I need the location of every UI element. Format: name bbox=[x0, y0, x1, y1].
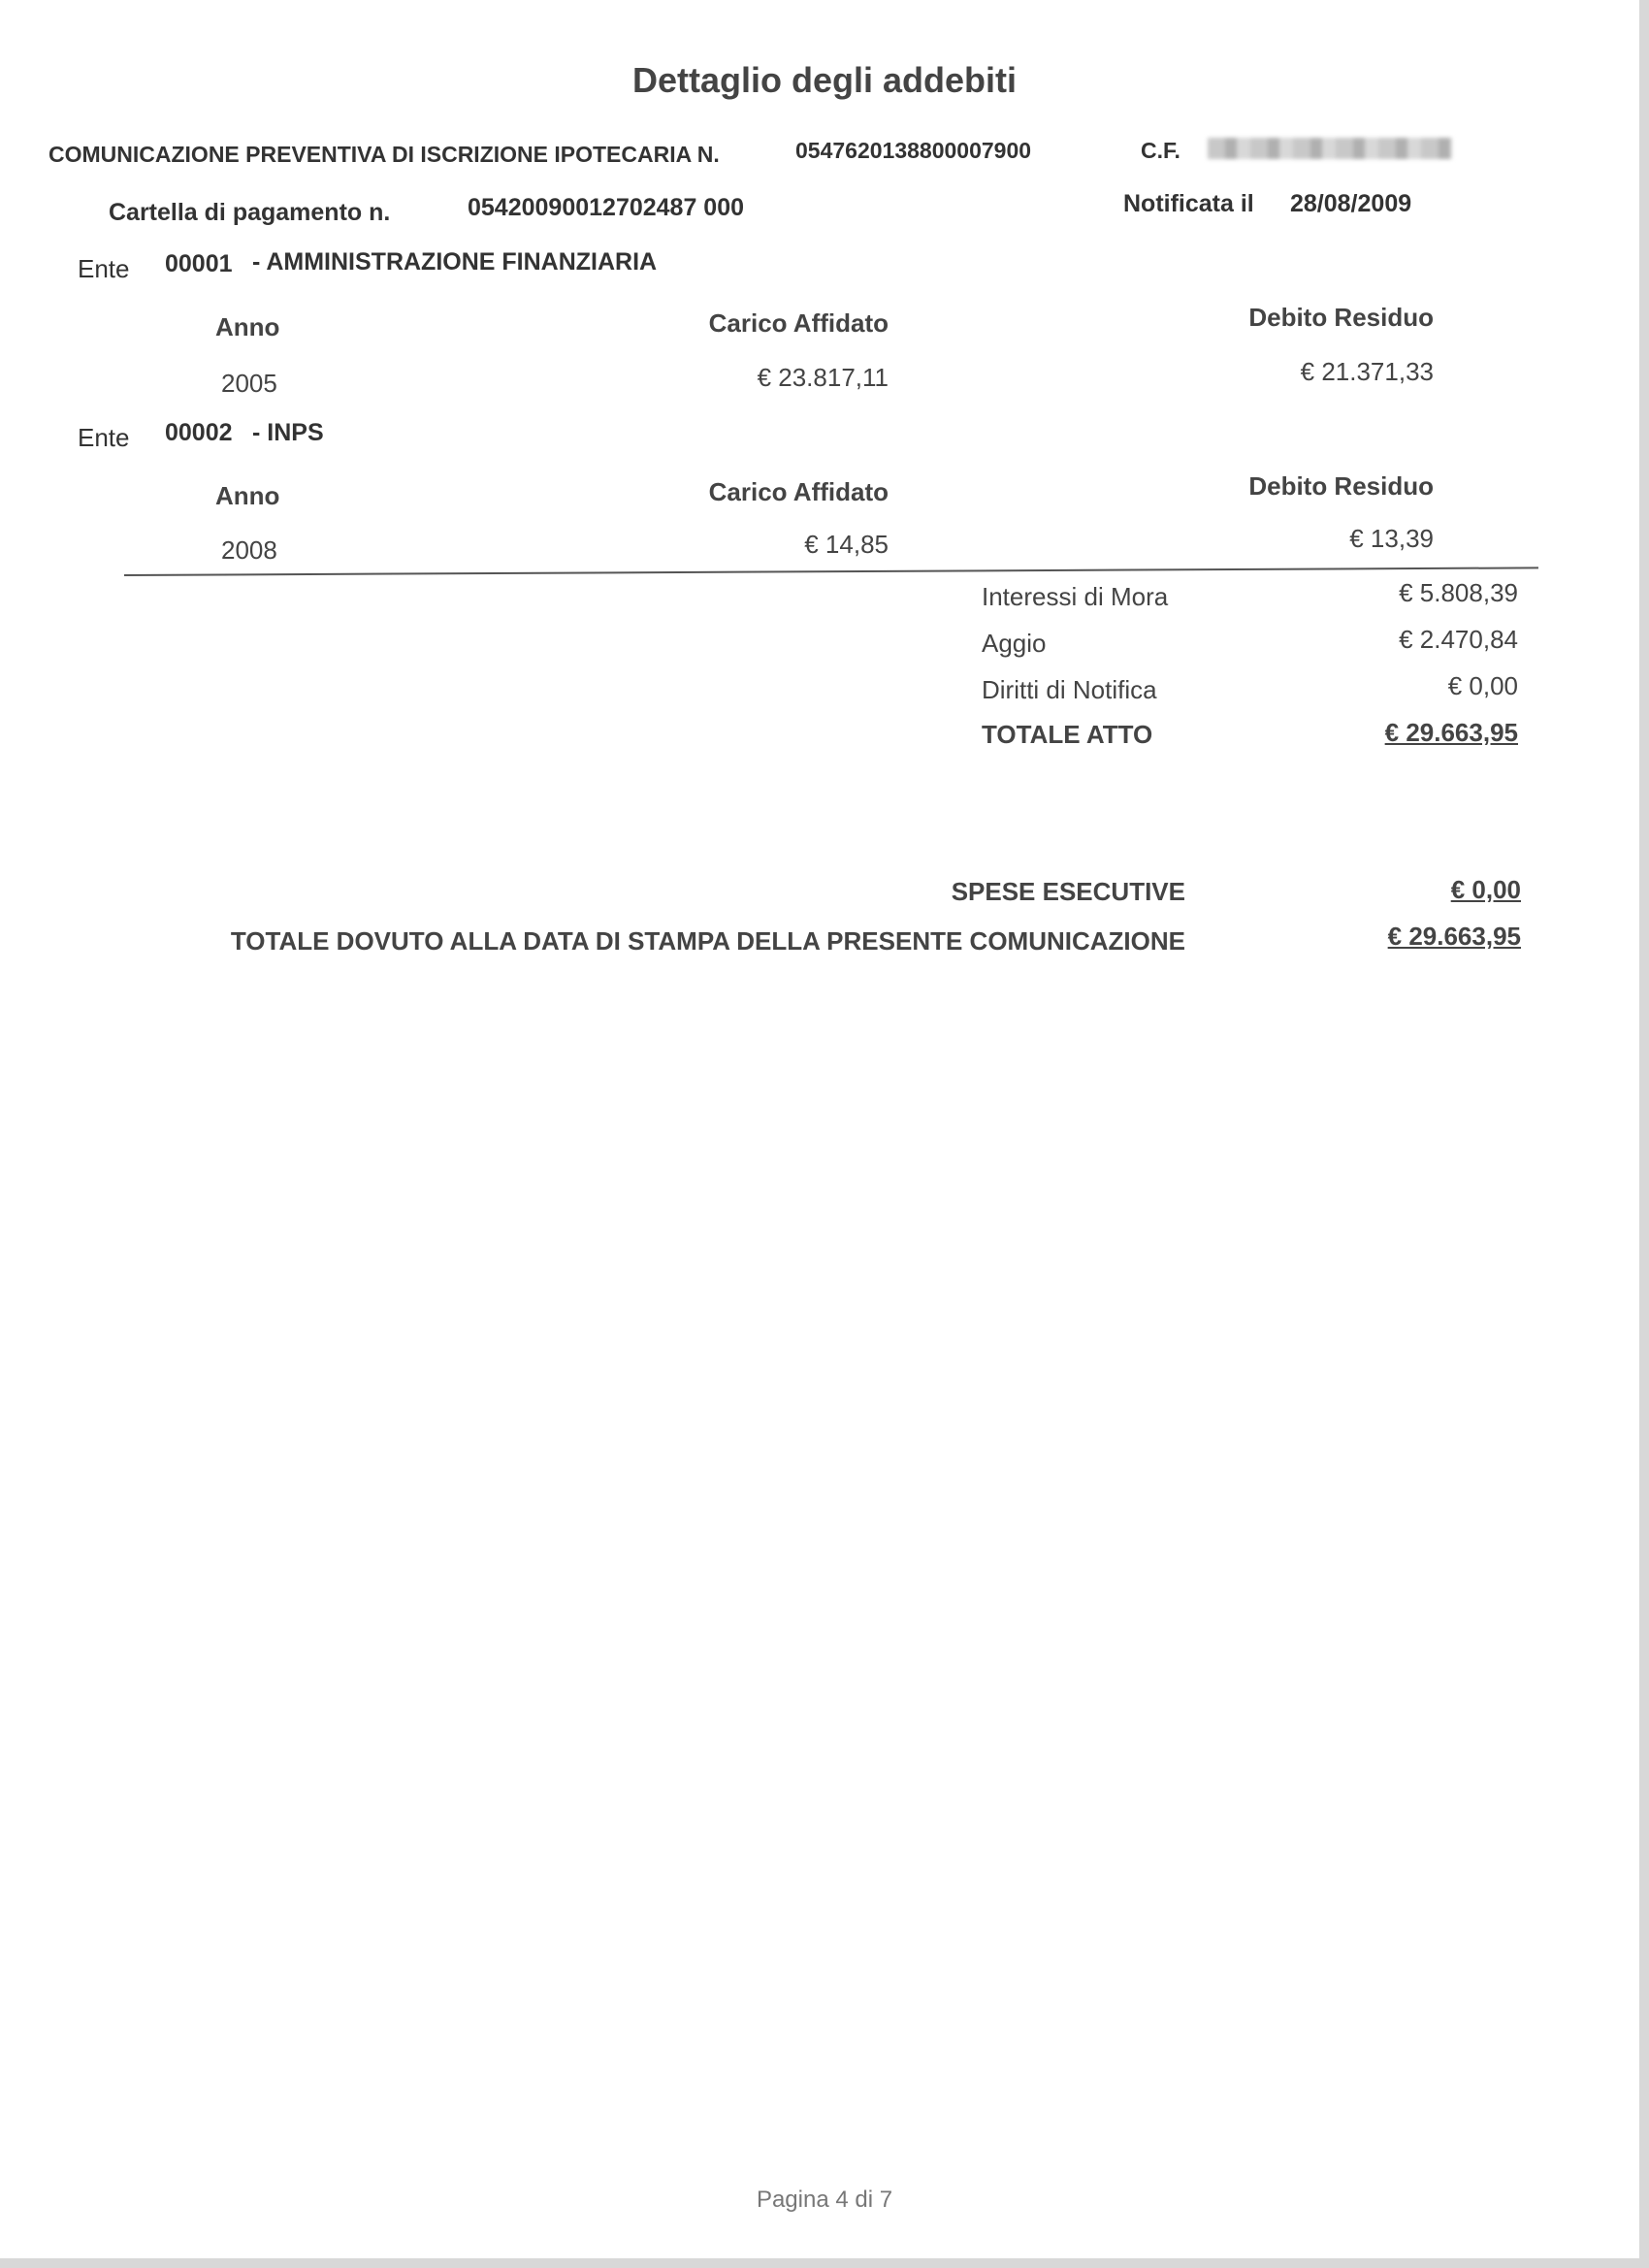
summary-value: € 0,00 bbox=[1447, 671, 1518, 700]
col-debito-header: Debito Residuo bbox=[1248, 471, 1434, 501]
summary-label: Aggio bbox=[982, 629, 1047, 658]
debito-value: € 13,39 bbox=[1349, 524, 1434, 553]
comunicazione-number: 0547620138800007900 bbox=[795, 138, 1032, 163]
page-title: Dettaglio degli addebiti bbox=[631, 60, 1018, 100]
spese-esecutive-value: € 0,00 bbox=[1450, 875, 1521, 904]
col-carico-header: Carico Affidato bbox=[708, 477, 889, 506]
cartella-label: Cartella di pagamento n. bbox=[109, 199, 391, 226]
page-number: Pagina 4 di 7 bbox=[756, 2187, 893, 2213]
cf-label: C.F. bbox=[1141, 138, 1180, 163]
col-anno-header: Anno bbox=[215, 481, 280, 510]
notificata-date: 28/08/2009 bbox=[1290, 190, 1412, 217]
redacted-cf bbox=[1208, 138, 1452, 159]
totale-atto-value: € 29.663,95 bbox=[1384, 718, 1518, 747]
anno-value: 2005 bbox=[221, 369, 277, 398]
carico-value: € 14,85 bbox=[804, 530, 889, 559]
ente-label: Ente bbox=[78, 423, 130, 452]
col-anno-header: Anno bbox=[215, 312, 280, 341]
divider-line bbox=[124, 567, 1538, 576]
summary-value: € 2.470,84 bbox=[1399, 625, 1518, 654]
scan-edge-bottom bbox=[0, 2258, 1649, 2268]
anno-value: 2008 bbox=[221, 535, 277, 565]
ente-label: Ente bbox=[78, 254, 130, 283]
summary-value: € 5.808,39 bbox=[1399, 578, 1518, 607]
summary-label: Interessi di Mora bbox=[982, 582, 1169, 611]
summary-label: Diritti di Notifica bbox=[982, 675, 1157, 704]
ente-name: - INPS bbox=[252, 419, 324, 446]
scan-edge-right bbox=[1639, 0, 1649, 2268]
ente-name: - AMMINISTRAZIONE FINANZIARIA bbox=[252, 248, 658, 275]
totale-atto-label: TOTALE ATTO bbox=[982, 720, 1153, 749]
col-debito-header: Debito Residuo bbox=[1248, 303, 1434, 332]
spese-esecutive-label: SPESE ESECUTIVE bbox=[951, 877, 1185, 906]
comunicazione-label: COMUNICAZIONE PREVENTIVA DI ISCRIZIONE IPOTECARIA N. bbox=[48, 142, 720, 167]
debito-value: € 21.371,33 bbox=[1300, 357, 1434, 386]
carico-value: € 23.817,11 bbox=[757, 363, 889, 392]
totale-dovuto-label: TOTALE DOVUTO ALLA DATA DI STAMPA DELLA PRESENTE COMUNICAZIONE bbox=[230, 926, 1185, 956]
cartella-number: 05420090012702487 000 bbox=[468, 194, 745, 221]
notificata-label: Notificata il bbox=[1123, 190, 1254, 217]
ente-code: 00001 bbox=[165, 250, 233, 277]
col-carico-header: Carico Affidato bbox=[708, 308, 889, 338]
totale-dovuto-value: € 29.663,95 bbox=[1387, 922, 1521, 951]
ente-code: 00002 bbox=[165, 419, 233, 446]
